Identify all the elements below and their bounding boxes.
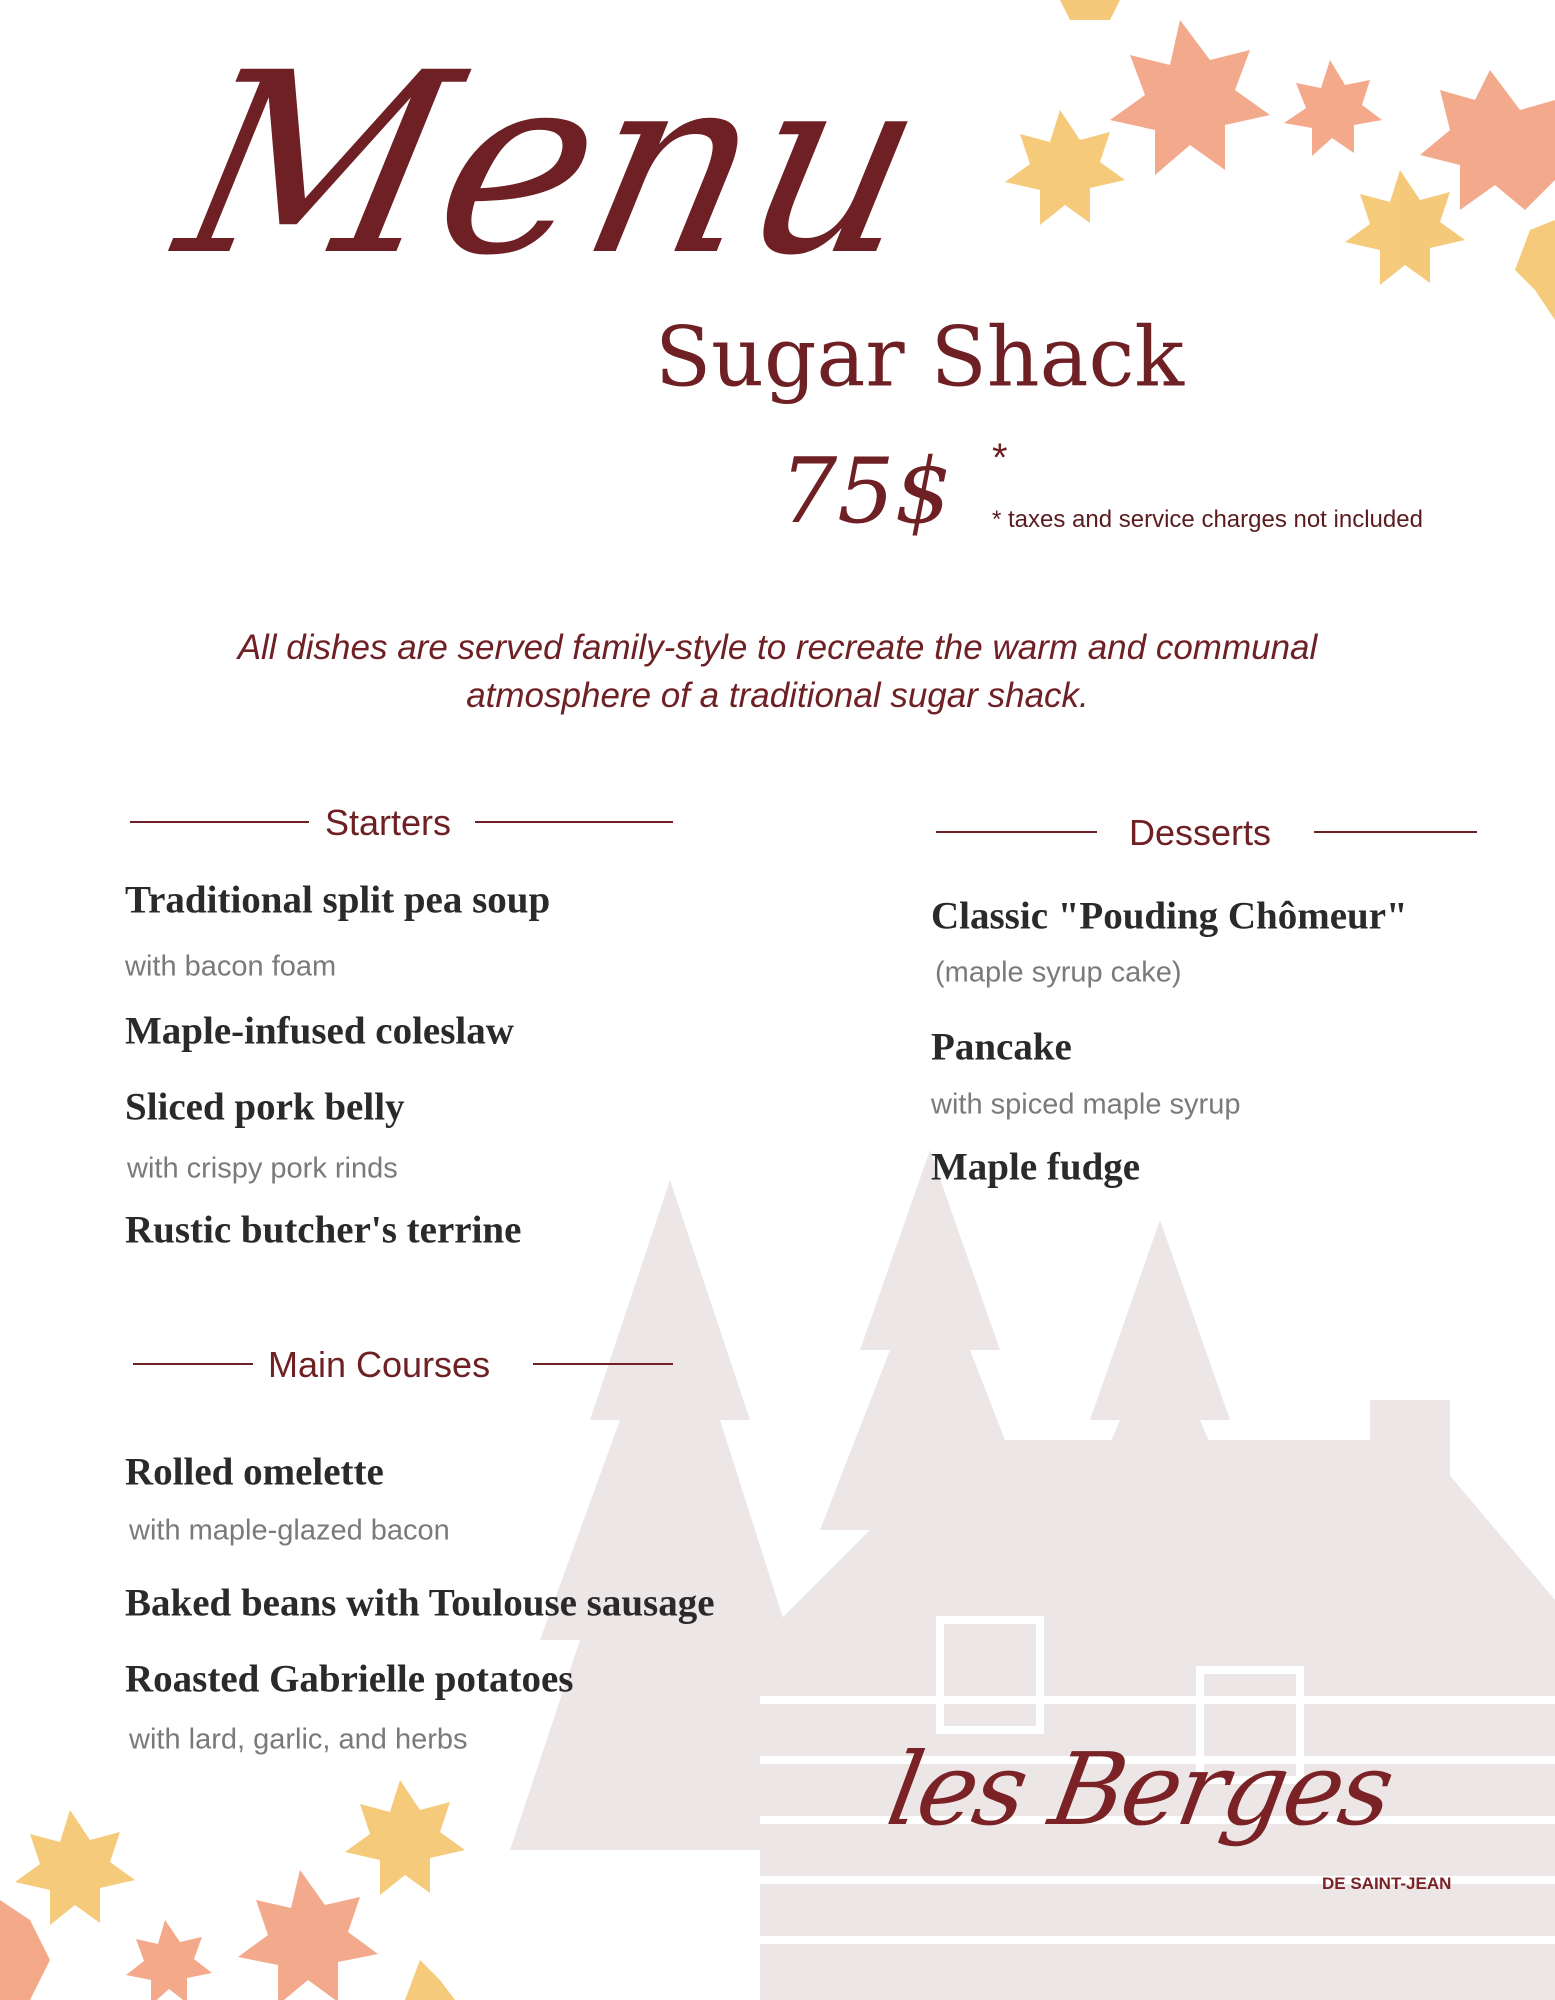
dish-name: Rolled omelette	[125, 1450, 384, 1494]
dish-description: with bacon foam	[125, 950, 337, 983]
starters-heading: Starters	[325, 802, 452, 843]
maple-leaf-icon	[15, 1810, 135, 1925]
logo-script: les Berges	[879, 1731, 1400, 1848]
maple-leaf-icon	[1345, 170, 1465, 285]
menu-script-title: Menu	[159, 19, 947, 310]
dish-name: Roasted Gabrielle potatoes	[125, 1657, 574, 1701]
logo-tagline: DE SAINT-JEAN	[1322, 1874, 1452, 1893]
price: 75$	[780, 439, 952, 544]
maple-leaf-icon	[126, 1920, 212, 2000]
maple-leaf-icon	[1420, 70, 1555, 210]
maple-leaf-icon	[238, 1870, 378, 2000]
dish-name: Rustic butcher's terrine	[125, 1208, 522, 1252]
dish-name: Classic "Pouding Chômeur"	[931, 894, 1408, 938]
maple-leaf-icon	[1515, 220, 1555, 320]
maple-leaf-icon	[1005, 110, 1125, 225]
dish-description: with crispy pork rinds	[127, 1152, 398, 1185]
divider	[1314, 831, 1477, 833]
divider	[533, 1363, 673, 1365]
dish-name: Maple fudge	[931, 1145, 1141, 1189]
dish-description: with spiced maple syrup	[931, 1088, 1241, 1121]
dish-description: (maple syrup cake)	[935, 956, 1182, 989]
dish-name: Baked beans with Toulouse sausage	[125, 1581, 715, 1625]
maple-leaf-icon	[1284, 60, 1382, 156]
dish-name: Maple-infused coleslaw	[125, 1009, 514, 1053]
intro-line: atmosphere of a traditional sugar shack.	[466, 676, 1089, 715]
dish-name: Pancake	[931, 1025, 1072, 1069]
dish-description: with maple-glazed bacon	[129, 1514, 450, 1547]
main-courses-heading: Main Courses	[268, 1344, 491, 1385]
maple-leaf-icon	[1110, 20, 1270, 175]
maple-leaf-icon	[1060, 0, 1120, 20]
dish-description: with lard, garlic, and herbs	[129, 1723, 468, 1756]
maple-leaf-icon	[0, 1900, 50, 2000]
divider	[936, 831, 1097, 833]
intro-line: All dishes are served family-style to recreate the warm and communal	[237, 628, 1318, 667]
dish-name: Sliced pork belly	[125, 1085, 405, 1129]
intro-text	[0, 624, 1555, 720]
dish-name: Traditional split pea soup	[125, 878, 551, 922]
maple-leaf-icon	[345, 1780, 465, 1895]
divider	[133, 1363, 253, 1365]
page-title: Sugar Shack	[655, 310, 1185, 406]
price-asterisk: *	[992, 436, 1008, 480]
desserts-heading: Desserts	[1129, 812, 1272, 853]
maple-leaf-icon	[405, 1960, 455, 2000]
divider	[475, 821, 673, 823]
divider	[130, 821, 309, 823]
price-note: * taxes and service charges not included	[992, 506, 1423, 533]
